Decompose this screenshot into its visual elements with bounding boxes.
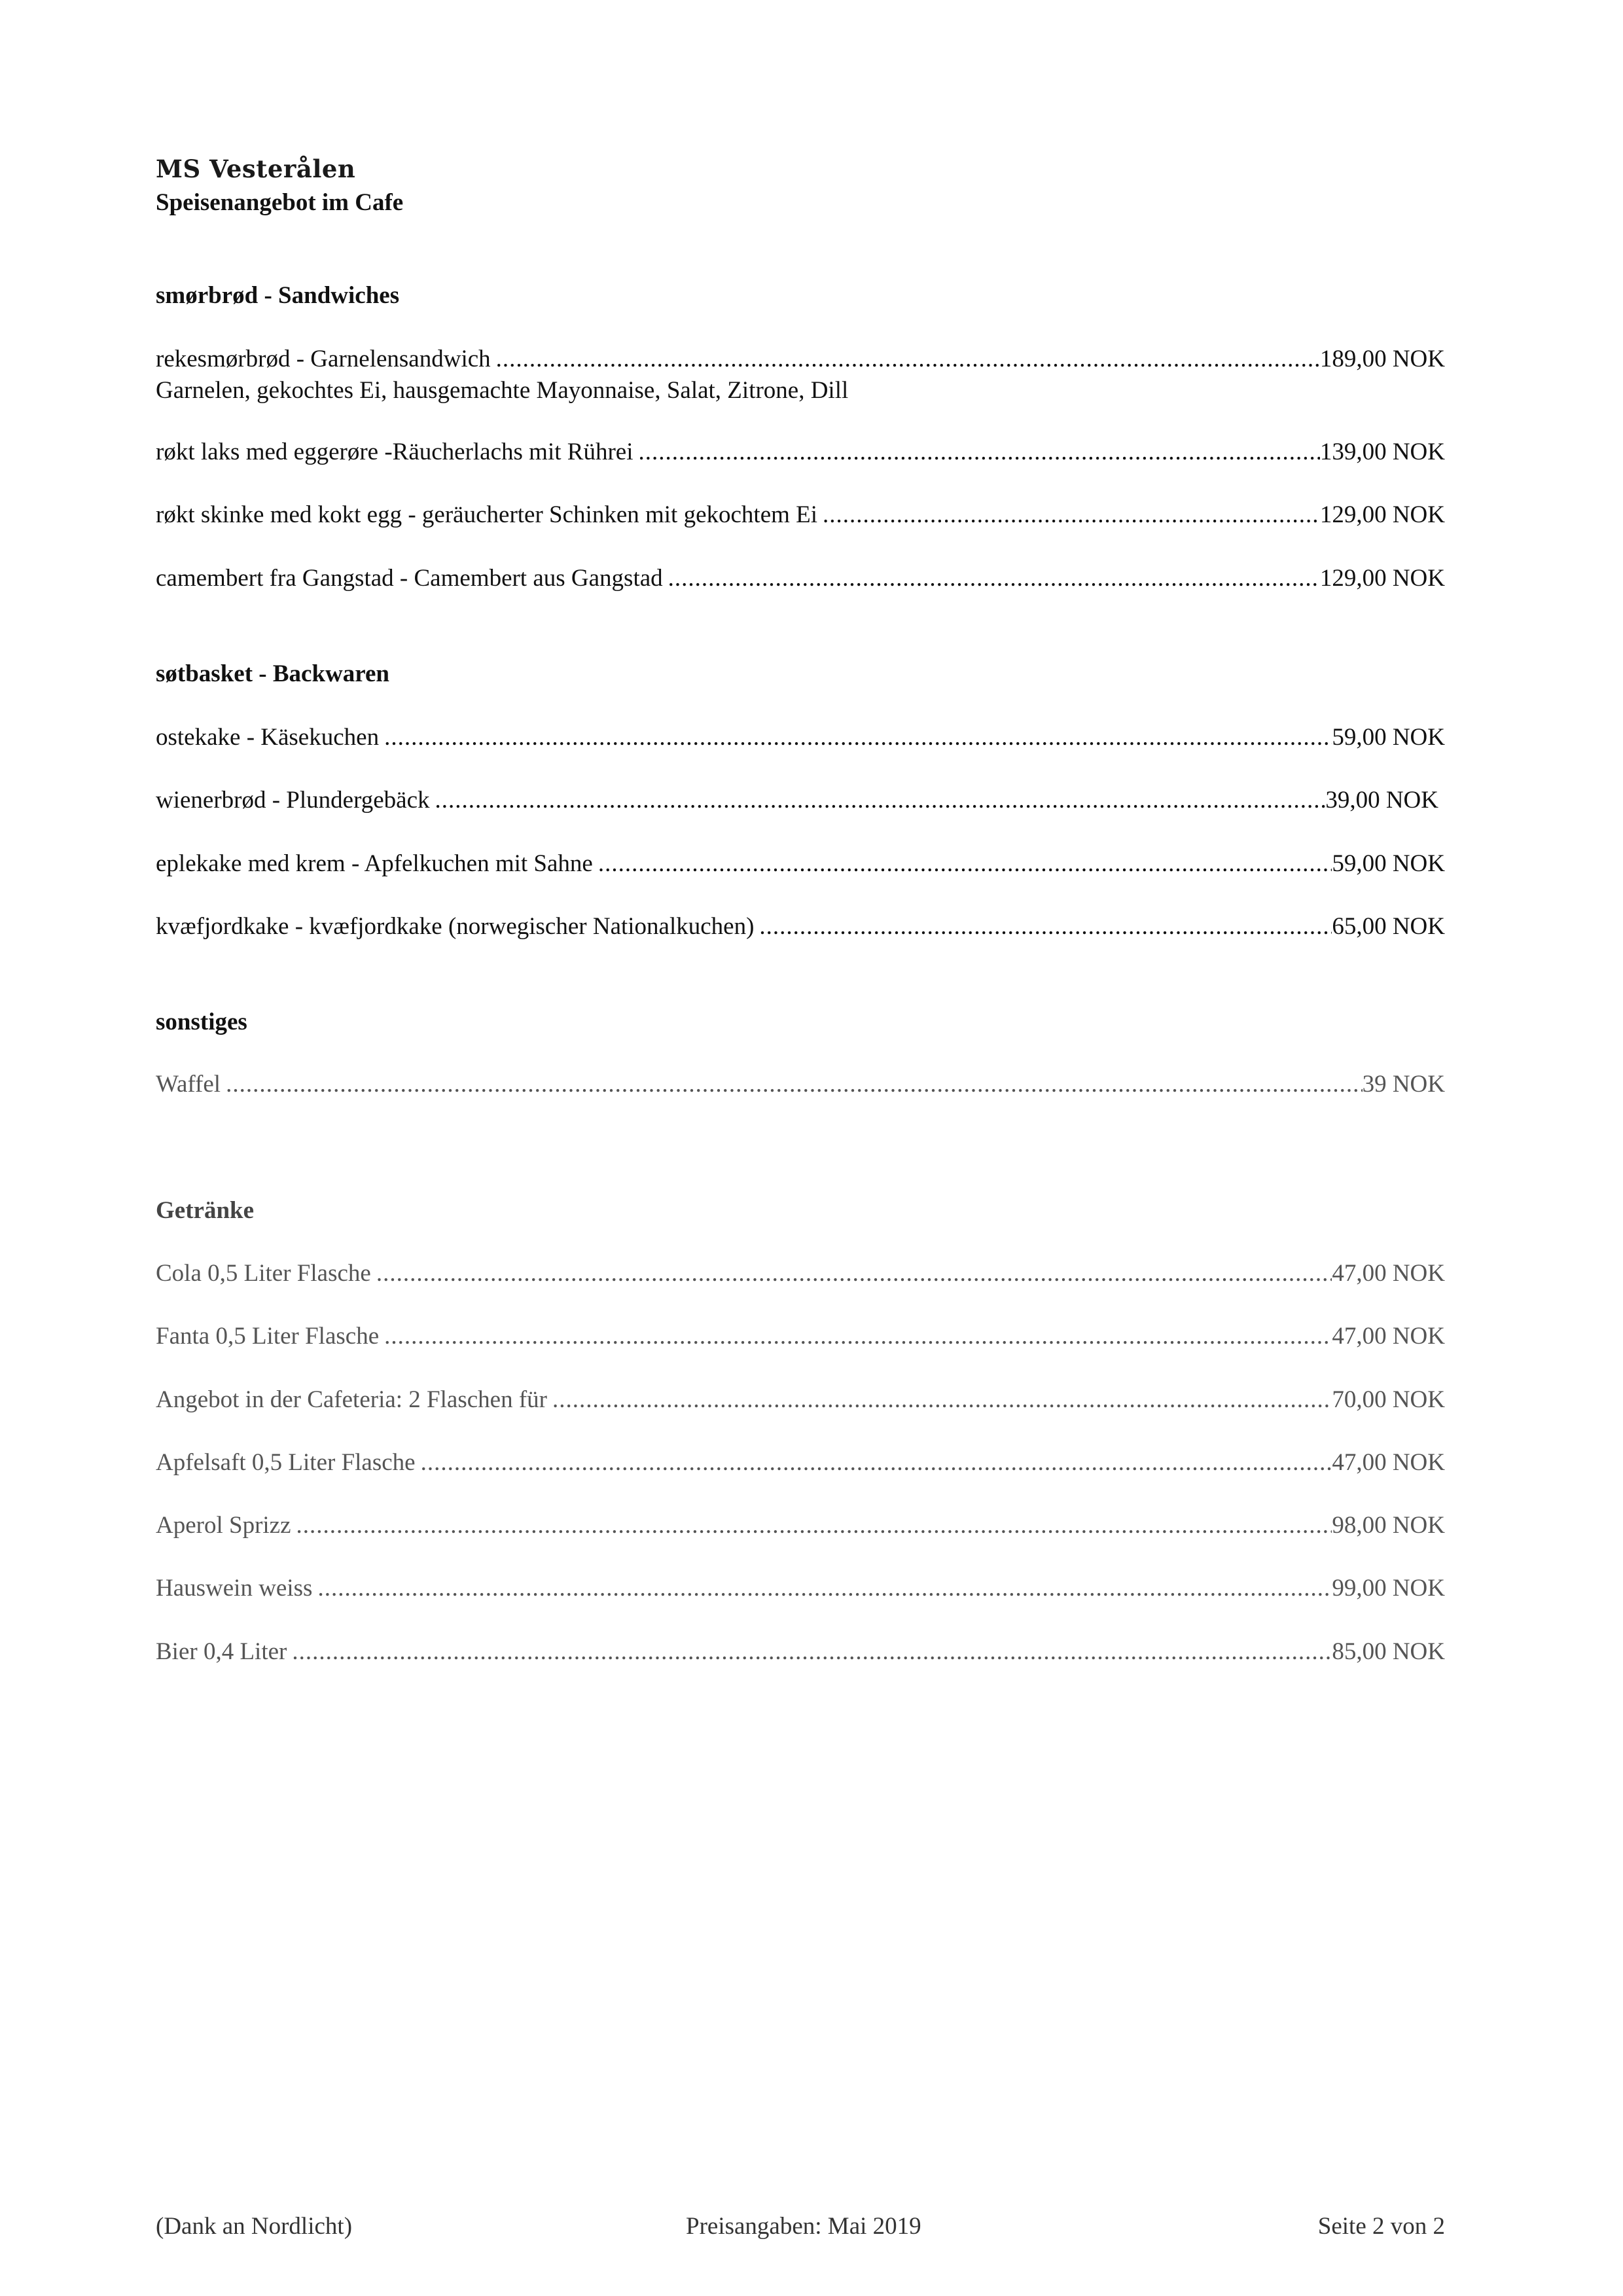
item-name: røkt skinke med kokt egg - geräucherter Schinken mit gekochtem Ei (156, 501, 818, 528)
dot-leader (496, 344, 1320, 375)
dot-leader (598, 848, 1332, 880)
item-price: 189,00 NOK (1319, 346, 1445, 372)
menu-item (156, 499, 1445, 531)
section-heading-backwaren: søtbasket - Backwaren (156, 660, 389, 687)
dot-leader (384, 722, 1332, 753)
menu-item (156, 1069, 1445, 1100)
item-name: ostekake - Käsekuchen (156, 724, 380, 751)
menu-item (156, 1447, 1445, 1479)
item-price: 47,00 NOK (1332, 1449, 1445, 1476)
item-name: Fanta 0,5 Liter Flasche (156, 1323, 380, 1350)
item-price: 59,00 NOK (1332, 724, 1445, 751)
item-name: camembert fra Gangstad - Camembert aus Gangstad (156, 565, 663, 592)
item-name: Hauswein weiss (156, 1575, 313, 1602)
dot-leader (759, 911, 1332, 942)
item-description: Garnelen, gekochtes Ei, hausgemachte Mayonnaise, Salat, Zitrone, Dill (156, 377, 849, 404)
menu-item (156, 1384, 1445, 1416)
dot-leader (638, 437, 1319, 468)
item-price: 129,00 NOK (1319, 565, 1445, 592)
footer-page-number: Seite 2 von 2 (1317, 2213, 1445, 2240)
item-price: 59,00 NOK (1332, 850, 1445, 877)
item-price: 39 NOK (1362, 1071, 1445, 1098)
item-price: 47,00 NOK (1332, 1323, 1445, 1350)
dot-leader (376, 1258, 1332, 1289)
item-price: 139,00 NOK (1319, 439, 1445, 465)
item-price: 129,00 NOK (1319, 501, 1445, 528)
dot-leader (292, 1636, 1332, 1668)
dot-leader (317, 1573, 1332, 1604)
menu-item (156, 344, 1445, 375)
menu-item (156, 437, 1445, 468)
dot-leader (296, 1510, 1332, 1541)
item-name: røkt laks med eggerøre -Räucherlachs mit Rührei (156, 439, 633, 465)
item-price: 98,00 NOK (1332, 1512, 1445, 1539)
dot-leader (823, 499, 1320, 531)
item-price: 85,00 NOK (1332, 1638, 1445, 1665)
item-name: Aperol Sprizz (156, 1512, 291, 1539)
item-price: 65,00 NOK (1332, 913, 1445, 940)
item-name: Apfelsaft 0,5 Liter Flasche (156, 1449, 416, 1476)
section-heading-sonstiges: sonstiges (156, 1009, 247, 1035)
dot-leader (435, 785, 1326, 816)
item-name: eplekake med krem - Apfelkuchen mit Sahne (156, 850, 593, 877)
item-name: Angebot in der Cafeteria: 2 Flaschen für (156, 1386, 547, 1413)
menu-item (156, 1258, 1445, 1289)
footer-credit: (Dank an Nordlicht) (156, 2213, 353, 2240)
item-name: kvæfjordkake - kvæfjordkake (norwegischer Nationalkuchen) (156, 913, 755, 940)
section-heading-getraenke: Getränke (156, 1197, 255, 1224)
menu-item (156, 563, 1445, 594)
item-price: 70,00 NOK (1332, 1386, 1445, 1413)
dot-leader (384, 1321, 1332, 1352)
item-price: 47,00 NOK (1332, 1260, 1445, 1287)
page-subtitle: Speisenangebot im Cafe (156, 189, 404, 216)
menu-item (156, 785, 1438, 816)
dot-leader (421, 1447, 1332, 1479)
item-name: wienerbrød - Plundergebäck (156, 787, 430, 814)
menu-item (156, 911, 1445, 942)
menu-item (156, 1510, 1445, 1541)
section-heading-sandwiches: smørbrød - Sandwiches (156, 282, 400, 309)
menu-item (156, 722, 1445, 753)
dot-leader (552, 1384, 1332, 1416)
page-title: MS Vesterålen (156, 154, 356, 183)
item-name: Waffel (156, 1071, 221, 1098)
footer-price-date: Preisangaben: Mai 2019 (686, 2213, 921, 2240)
dot-leader (226, 1069, 1363, 1100)
item-price: 99,00 NOK (1332, 1575, 1445, 1602)
item-name: Cola 0,5 Liter Flasche (156, 1260, 371, 1287)
item-name: Bier 0,4 Liter (156, 1638, 287, 1665)
menu-item (156, 1636, 1445, 1668)
menu-item (156, 1321, 1445, 1352)
dot-leader (668, 563, 1320, 594)
menu-item (156, 848, 1445, 880)
item-price: 39,00 NOK (1325, 787, 1438, 814)
menu-item (156, 1573, 1445, 1604)
item-name: rekesmørbrød - Garnelensandwich (156, 346, 491, 372)
